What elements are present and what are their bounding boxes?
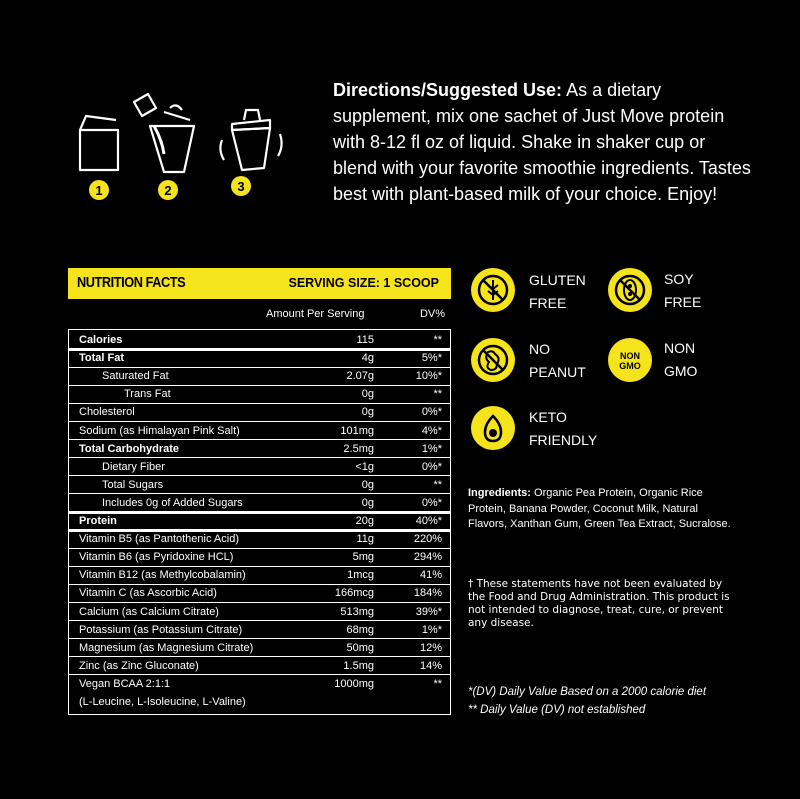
- badge-label-line1: KETO: [529, 409, 567, 425]
- nutrient-row: [69, 458, 450, 476]
- step-1-badge: 1: [89, 180, 109, 200]
- nutrient-name: Vitamin B5 (as Pantothenic Acid): [79, 533, 239, 546]
- nutrient-dv: 294%: [413, 551, 442, 564]
- non-gmo-icon: [608, 338, 652, 382]
- step-3-badge: 3: [231, 176, 251, 196]
- badge-label-line1: NO: [529, 341, 550, 357]
- nutrient-name: Protein: [79, 515, 117, 527]
- footnote-dv: *(DV) Daily Value Based on a 2000 calorie diet: [468, 686, 707, 698]
- ingredients-text: [468, 486, 738, 533]
- nutrient-amount: 68mg: [346, 623, 374, 636]
- nutrient-amount: 20g: [355, 515, 374, 527]
- directions-steps-illustration: [72, 90, 292, 205]
- nutrient-amount: 0g: [361, 478, 374, 491]
- nutrient-dv: 1%*: [421, 623, 442, 636]
- nutrient-row: [69, 657, 450, 675]
- nutrient-row: [69, 603, 450, 621]
- nutrient-row: [69, 548, 450, 566]
- nutrient-row: [69, 367, 450, 385]
- nutrient-row: [69, 385, 450, 403]
- nutrient-dv: 1%*: [421, 442, 442, 455]
- directions-body: As a dietary supplement, mix one sachet of Just Move protein with 8-12 fl oz of liquid. Shake in shaker cup or blend with your favorite smoothie ingredients. Tastes best with plant-based milk of your choice. Enjoy!: [333, 80, 751, 204]
- nutrient-amount: 1000mg: [334, 677, 374, 690]
- nutrient-dv: 12%: [419, 641, 442, 654]
- nutrient-amount: 0g: [361, 496, 374, 509]
- badge-label: [529, 338, 586, 384]
- footnote-dv-not-established: ** Daily Value (DV) not established: [468, 704, 646, 716]
- nutrient-row: [69, 639, 450, 657]
- peanut-crossed-icon: [471, 338, 515, 382]
- nutrient-name: (L-Leucine, L-Isoleucine, L-Valine): [79, 696, 246, 708]
- nutrient-dv: **: [433, 388, 442, 401]
- nutrient-amount: 2.5mg: [343, 442, 374, 455]
- non-gmo-icon-text2: GMO: [619, 361, 641, 371]
- nutrient-name: Calcium (as Calcium Citrate): [79, 605, 219, 618]
- directions-heading: Directions/Suggested Use:: [333, 80, 563, 100]
- nutrient-row: [69, 349, 450, 367]
- nutrient-row: [69, 584, 450, 602]
- nutrient-name: Calories: [79, 334, 123, 346]
- nutrient-name: Zinc (as Zinc Gluconate): [79, 659, 199, 672]
- nutrient-dv: 39%*: [415, 605, 442, 618]
- nutrient-amount: 50mg: [346, 641, 374, 654]
- nutrient-name: Sodium (as Himalayan Pink Salt): [79, 424, 240, 437]
- nutrient-name: Total Fat: [79, 352, 125, 365]
- nutrient-amount: 1mcg: [347, 569, 374, 582]
- nutrient-amount: 1.5mg: [343, 659, 374, 672]
- nutrient-row: [69, 566, 450, 584]
- nutrition-table: [68, 329, 451, 715]
- nutrient-dv: 184%: [413, 587, 442, 600]
- ingredients-body: Organic Pea Protein, Organic Rice Protein, Banana Powder, Coconut Milk, Natural Flavors, Xanthan Gum, Green Tea Extract, Sucralose.: [468, 487, 731, 530]
- nutrient-name: Trans Fat: [124, 388, 171, 401]
- badge-label-line1: NON: [664, 340, 696, 356]
- nutrient-row: [69, 621, 450, 639]
- nutrient-name: Potassium (as Potassium Citrate): [79, 623, 243, 636]
- nutrient-dv: 0%*: [421, 496, 442, 509]
- directions-text: [333, 77, 753, 207]
- nutrient-dv: **: [433, 677, 442, 690]
- soy-crossed-icon: [608, 268, 652, 312]
- nutrient-amount: 2.07g: [346, 370, 374, 383]
- nutrient-dv: 14%: [419, 659, 442, 672]
- nutrient-dv: 40%*: [415, 515, 442, 527]
- nutrient-dv: 0%*: [421, 406, 442, 419]
- nutrient-row: [69, 476, 450, 494]
- nutrient-dv: 5%*: [421, 352, 442, 365]
- nutrient-amount: 513mg: [340, 605, 374, 618]
- nutrient-dv: **: [433, 478, 442, 491]
- nutrient-row: [69, 331, 450, 349]
- avocado-icon: [471, 406, 515, 450]
- nutrient-name: Includes 0g of Added Sugars: [102, 496, 243, 509]
- nutrient-name: Cholesterol: [79, 406, 135, 419]
- nutrient-amount: 4g: [361, 352, 374, 365]
- nutrient-name: Dietary Fiber: [102, 460, 165, 473]
- badge-label: [664, 268, 701, 314]
- fda-disclaimer: † These statements have not been evaluated by the Food and Drug Administration. This product is not intended to diagnose, treat, cure, or prevent any disease.: [468, 578, 730, 629]
- nutrient-row: [69, 530, 450, 548]
- badge-label-line2: GMO: [664, 363, 698, 379]
- badge-label-line1: GLUTEN: [529, 272, 586, 288]
- nutrient-dv: **: [433, 334, 442, 346]
- nutrient-name: Total Carbohydrate: [79, 442, 180, 455]
- nutrient-name: Vitamin B6 (as Pyridoxine HCL): [79, 551, 234, 564]
- badge-label-line2: FREE: [529, 295, 567, 311]
- badge-label-line2: PEANUT: [529, 364, 586, 380]
- nutrient-dv: 0%*: [421, 460, 442, 473]
- nutrient-amount: 0g: [361, 388, 374, 401]
- ingredients-heading: Ingredients:: [468, 487, 531, 499]
- badge-label-line2: FREE: [664, 294, 702, 310]
- badge-label: [529, 269, 586, 315]
- nutrient-row: [69, 440, 450, 458]
- nutrient-amount: 5mg: [352, 551, 374, 564]
- step-2-badge: 2: [158, 180, 178, 200]
- nutrition-facts-panel: [68, 268, 451, 715]
- nutrient-amount: <1g: [355, 460, 374, 473]
- nutrient-name: Total Sugars: [102, 478, 164, 491]
- nutrient-name: Vitamin C (as Ascorbic Acid): [79, 587, 217, 600]
- nutrient-row: [69, 422, 450, 440]
- amount-per-serving-header: Amount Per Serving: [266, 308, 365, 320]
- nutrient-dv: 220%: [413, 533, 442, 546]
- badge-label: [664, 337, 697, 383]
- dv-header: DV%: [419, 308, 445, 320]
- badge-label-line1: SOY: [664, 271, 694, 287]
- nutrition-facts-title: NUTRITION FACTS: [77, 275, 186, 291]
- nutrient-name: Saturated Fat: [102, 370, 169, 383]
- nutrient-dv: 4%*: [421, 424, 442, 437]
- badge-label-line2: FRIENDLY: [529, 432, 598, 448]
- serving-size: SERVING SIZE: 1 SCOOP: [288, 276, 439, 290]
- nutrient-row: [69, 494, 450, 512]
- wheat-crossed-icon: [471, 268, 515, 312]
- nutrient-dv: 10%*: [415, 370, 442, 383]
- nutrient-name: Vegan BCAA 2:1:1: [79, 677, 171, 690]
- nutrient-dv: 41%: [419, 569, 442, 582]
- nutrient-amount: 0g: [361, 406, 374, 419]
- nutrient-amount: 115: [356, 334, 374, 346]
- nutrient-row: [69, 675, 450, 693]
- nutrition-facts-header: [68, 268, 451, 299]
- nutrient-row: [69, 512, 450, 530]
- badge-label: [529, 406, 597, 452]
- nutrient-name: Vitamin B12 (as Methylcobalamin): [79, 569, 246, 582]
- mixing-steps-icon: [72, 90, 292, 180]
- non-gmo-icon-text1: NON: [620, 351, 640, 361]
- nutrient-row: [69, 693, 450, 711]
- nutrient-amount: 166mcg: [334, 587, 374, 600]
- nutrient-amount: 11g: [356, 533, 374, 546]
- nutrient-row: [69, 403, 450, 421]
- nutrient-amount: 101mg: [340, 424, 374, 437]
- nutrient-name: Magnesium (as Magnesium Citrate): [79, 641, 254, 654]
